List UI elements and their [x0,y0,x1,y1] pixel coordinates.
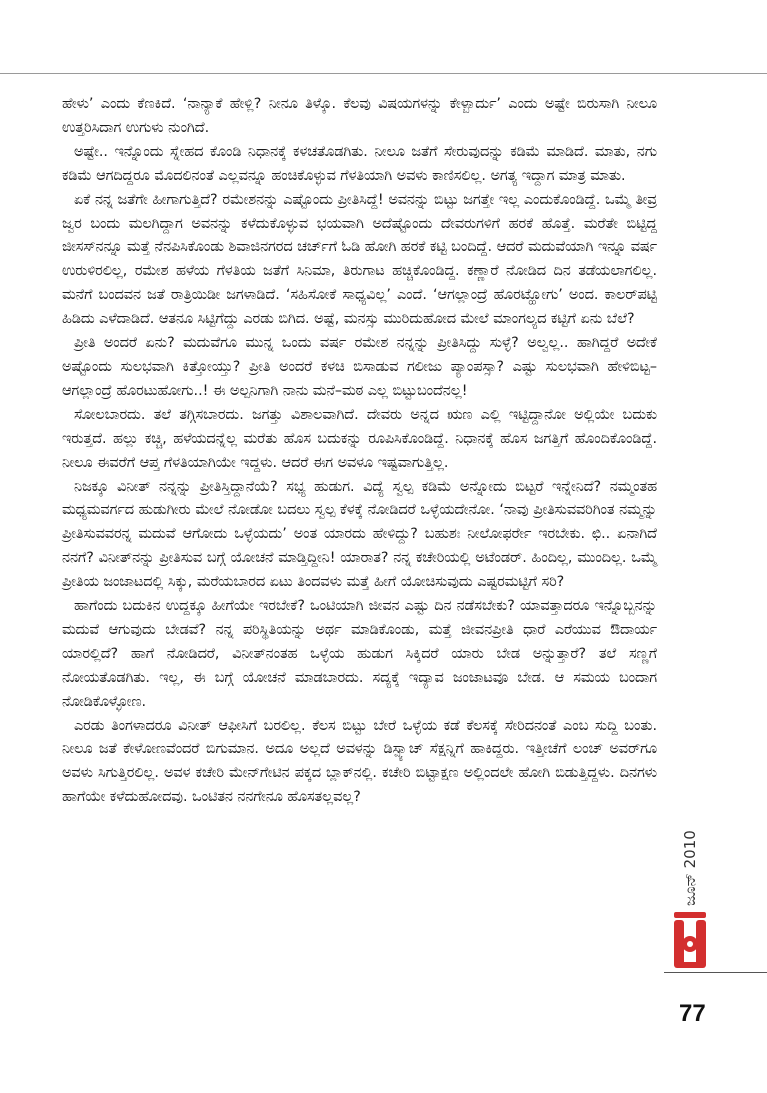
paragraph: ಹಾಗೆಂದು ಬದುಕಿನ ಉದ್ದಕ್ಕೂ ಹೀಗೆಯೇ ಇರಬೇಕೆ? ಒಂಟಿಯಾಗಿ ಜೀವನ ಎಷ್ಟು ದಿನ ನಡೆಸಬೇಕು? ಯಾವತ್ತಾದರೂ ಇನ್ನೊಬ್ಬನನ್ನು ಮದುವೆ ಆಗುವುದು ಬೇಡವೆ? ನನ್ನ ಪರಿಸ್ಥಿತಿಯನ್ನು ಅರ್ಥ ಮಾಡಿಕೊಂಡು, ಮತ್ತೆ ಜೀವನಪ್ರೀತಿ ಧಾರೆ ಎರೆಯುವ ಔದಾರ್ಯ ಯಾರಲ್ಲಿದೆ? ಹಾಗೆ ನೋಡಿದರೆ, ವಿನೀತ್‌ನಂತಹ ಒಳ್ಳೆಯ ಹುಡುಗ ಸಿಕ್ಕಿದರೆ ಯಾರು ಬೇಡ ಅನ್ನುತ್ತಾರೆ? ತಲೆ ಸಣ್ಣಗೆ ನೋಯತೊಡಗಿತು. ಇಲ್ಲ, ಈ ಬಗ್ಗೆ ಯೋಚನೆ ಮಾಡಬಾರದು. ಸದ್ಯಕ್ಕೆ ಇದ್ಯಾವ ಜಂಜಾಟವೂ ಬೇಡ. ಆ ಸಮಯ ಬಂದಾಗ ನೋಡಿಕೊಳ್ಳೋಣ. [62,598,657,710]
paragraph: ಸೋಲಬಾರದು. ತಲೆ ತಗ್ಗಿಸಬಾರದು. ಜಗತ್ತು ವಿಶಾಲವಾಗಿದೆ. ದೇವರು ಅನ್ನದ ಋಣ ಎಲ್ಲಿ ಇಟ್ಟಿದ್ದಾನೋ ಅಲ್ಲಿಯೇ ಬದುಕು ಇರುತ್ತದೆ. ಹಲ್ಲು ಕಚ್ಚಿ, ಹಳೆಯದನ್ನೆಲ್ಲ ಮರೆತು ಹೊಸ ಬದುಕನ್ನು ರೂಪಿಸಿಕೊಂಡಿದ್ದೆ. ನಿಧಾನಕ್ಕೆ ಹೊಸ ಜಗತ್ತಿಗೆ ಹೊಂದಿಕೊಂಡಿದ್ದೆ. ನೀಲೂ ಈವರೆಗೆ ಆಪ್ತ ಗೆಳತಿಯಾಗಿಯೇ ಇದ್ದಳು. ಆದರೆ ಈಗ ಅವಳೂ ಇಷ್ಟವಾಗುತ್ತಿಲ್ಲ. [62,406,657,471]
paragraph: ಎರಡು ತಿಂಗಳಾದರೂ ವಿನೀತ್ ಆಫೀಸಿಗೆ ಬರಲಿಲ್ಲ. ಕೆಲಸ ಬಿಟ್ಟು ಬೇರೆ ಒಳ್ಳೆಯ ಕಡೆ ಕೆಲಸಕ್ಕೆ ಸೇರಿದನಂತೆ ಎಂಬ ಸುದ್ದಿ ಬಂತು. ನೀಲೂ ಜತೆ ಕೇಳೋಣವೆಂದರೆ ಬಿಗುಮಾನ. ಅದೂ ಅಲ್ಲದೆ ಅವಳನ್ನು ಡಿಸ್ಪ್ಯಾಚ್ ಸೆಕ್ಷನ್ನಿಗೆ ಹಾಕಿದ್ದರು. ಇತ್ತೀಚೆಗೆ ಲಂಚ್ ಅವರ್‌ಗೂ ಅವಳು ಸಿಗುತ್ತಿರಲಿಲ್ಲ. ಅವಳ ಕಚೇರಿ ಮೇನ್‌ಗೇಟಿನ ಪಕ್ಕದ ಬ್ಲಾಕ್‌ನಲ್ಲಿ. ಕಚೇರಿ ಬಿಟ್ಟಾಕ್ಷಣ ಅಲ್ಲಿಂದಲೇ ಹೋಗಿ ಬಿಡುತ್ತಿದ್ದಳು. ದಿನಗಳು ಹಾಗೆಯೇ ಕಳೆದುಹೋದವು. ಒಂಟಿತನ ನನಗೇನೂ ಹೊಸತಲ್ಲವಲ್ಲ? [62,717,657,806]
magazine-logo [670,910,710,970]
article-body [62,93,657,810]
paragraph: ಏಕೆ ನನ್ನ ಜತೆಗೇ ಹೀಗಾಗುತ್ತಿದೆ? ರಮೇಶನನ್ನು ಎಷ್ಟೊಂದು ಪ್ರೀತಿಸಿದ್ದೆ! ಅವನನ್ನು ಬಿಟ್ಟು ಜಗತ್ತೇ ಇಲ್ಲ ಎಂದುಕೊಂಡಿದ್ದೆ. ಒಮ್ಮೆ ತೀವ್ರ ಜ್ವರ ಬಂದು ಮಲಗಿದ್ದಾಗ ಅವನನ್ನು ಕಳೆದುಕೊಳ್ಳುವ ಭಯವಾಗಿ ಅದೆಷ್ಟೊಂದು ದೇವರುಗಳಿಗೆ ಹರಕೆ ಹೊತ್ತೆ. ಮರೆತೇ ಬಿಟ್ಟಿದ್ದ ಜೀಸಸ್‌ನನ್ನೂ ಮತ್ತೆ ನೆನಪಿಸಿಕೊಂಡು ಶಿವಾಜಿನಗರದ ಚರ್ಚ್‌ಗೆ ಓಡಿ ಹೋಗಿ ಹರಕೆ ಕಟ್ಟಿ ಬಂದಿದ್ದೆ. ಆದರೆ ಮದುವೆಯಾಗಿ ಇನ್ನೂ ವರ್ಷ ಉರುಳಿರಲಿಲ್ಲ, ರಮೇಶ ಹಳೆಯ ಗೆಳತಿಯ ಜತೆಗೆ ಸಿನಿಮಾ, ತಿರುಗಾಟ ಹಚ್ಚಿಕೊಂಡಿದ್ದ. ಕಣ್ಣಾರೆ ನೋಡಿದ ದಿನ ತಡೆಯಲಾಗಲಿಲ್ಲ. ಮನೆಗೆ ಬಂದವನ ಜತೆ ರಾತ್ರಿಯಿಡೀ ಜಗಳಾಡಿದೆ. ‘ಸಹಿಸೋಕೆ ಸಾಧ್ಯವಿಲ್ಲ’ ಎಂದೆ. ‘ಆಗಲ್ಲಾಂದ್ರೆ ಹೊರಟ್ಹೋಗು’ ಅಂದ. ಕಾಲರ್‌ಪಟ್ಟಿ ಹಿಡಿದು ಎಳೆದಾಡಿದೆ. ಆತನೂ ಸಿಟ್ಟಿಗೆದ್ದು ಎರಡು ಬಿಗಿದ. ಅಷ್ಟೆ, ಮನಸ್ಸು ಮುರಿದುಹೋದ ಮೇಲೆ ಮಾಂಗಲ್ಯದ ಕಟ್ಟಿಗೆ ಏನು ಬೆಲೆ? [62,191,657,328]
top-rule [0,73,767,74]
sidebar-rule [664,972,767,973]
paragraph: ನಿಜಕ್ಕೂ ವಿನೀತ್ ನನ್ನನ್ನು ಪ್ರೀತಿಸ್ತಿದ್ದಾನೆಯೆ? ಸಭ್ಯ ಹುಡುಗ. ವಿದ್ಯೆ ಸ್ವಲ್ಪ ಕಡಿಮೆ ಅನ್ನೋದು ಬಿಟ್ಟರೆ ಇನ್ನೇನಿದೆ? ನಮ್ಮಂತಹ ಮಧ್ಯಮವರ್ಗದ ಹುಡುಗೀರು ಮೇಲೆ ನೋಡೋ ಬದಲು ಸ್ವಲ್ಪ ಕೆಳಕ್ಕೆ ನೋಡಿದರೆ ಒಳ್ಳೆಯದೇನೋ. ‘ನಾವು ಪ್ರೀತಿಸುವವರಿಗಿಂತ ನಮ್ಮನ್ನು ಪ್ರೀತಿಸುವವರನ್ನ ಮದುವೆ ಆಗೋದು ಒಳ್ಳೆಯದು’ ಅಂತ ಯಾರದು ಹೇಳಿದ್ದು? ಬಹುಶಃ ನೀಲೋಫರ್ರೇ ಇರಬೇಕು. ಛಿ.. ಏನಾಗಿದೆ ನನಗೆ? ವಿನೀತ್‌ನನ್ನು ಪ್ರೀತಿಸುವ ಬಗ್ಗೆ ಯೋಚನೆ ಮಾಡ್ತಿದ್ದೀನಿ! ಯಾರಾತ? ನನ್ನ ಕಚೇರಿಯಲ್ಲಿ ಅಟೆಂಡರ್. ಹಿಂದಿಲ್ಲ, ಮುಂದಿಲ್ಲ. ಒಮ್ಮೆ ಪ್ರೀತಿಯ ಜಂಜಾಟದಲ್ಲಿ ಸಿಕ್ಕು, ಮರೆಯಬಾರದ ಏಟು ತಿಂದವಳು ಮತ್ತೆ ಹೀಗೆ ಯೋಚಿಸುವುದು ಎಷ್ಟರಮಟ್ಟಿಗೆ ಸರಿ? [62,478,657,591]
paragraph: ಅಷ್ಟೇ.. ಇನ್ನೊಂದು ಸ್ನೇಹದ ಕೊಂಡಿ ನಿಧಾನಕ್ಕೆ ಕಳಚತೊಡಗಿತು. ನೀಲೂ ಜತೆಗೆ ಸೇರುವುದನ್ನು ಕಡಿಮೆ ಮಾಡಿದೆ. ಮಾತು, ನಗು ಕಡಿಮೆ ಆಗದಿದ್ದರೂ ಮೊದಲಿನಂತೆ ಎಲ್ಲವನ್ನೂ ಹಂಚಿಕೊಳ್ಳುವ ಗೆಳತಿಯಾಗಿ ಅವಳು ಕಾಣಿಸಲಿಲ್ಲ. ಅಗತ್ಯ ಇದ್ದಾಗ ಮಾತ್ರ ಮಾತು. [62,143,657,184]
paragraph: ಪ್ರೀತಿ ಅಂದರೆ ಏನು? ಮದುವೆಗೂ ಮುನ್ನ ಒಂದು ವರ್ಷ ರಮೇಶ ನನ್ನನ್ನು ಪ್ರೀತಿಸಿದ್ದು ಸುಳ್ಳೆ? ಅಲ್ವಲ್ಲ.. ಹಾಗಿದ್ದರೆ ಅದೇಕೆ ಅಷ್ಟೊಂದು ಸುಲಭವಾಗಿ ಕಿತ್ತೋಯ್ತು? ಪ್ರೀತಿ ಅಂದರೆ ಕಳಚಿ ಬಿಸಾಡುವ ಗಲೀಜು ಪ್ಯಾಂಪಸ್ಸಾ? ಎಷ್ಟು ಸುಲಭವಾಗಿ ಹೇಳಿಬಿಟ್ಟ– ಆಗಲ್ಲಾಂದ್ರೆ ಹೊರಟುಹೋಗು..! ಈ ಅಲ್ಪನಿಗಾಗಿ ನಾನು ಮನೆ–ಮಠ ಎಲ್ಲ ಬಿಟ್ಟುಬಂದೆನಲ್ಲ! [62,335,657,399]
page-number: 77 [679,1000,706,1027]
paragraph: ಹೇಳು’ ಎಂದು ಕೆಣಕಿದೆ. ‘ನಾನ್ಯಾಕೆ ಹೇಳ್ಲಿ? ನೀನೂ ತಿಳ್ಕೊ. ಕೆಲವು ವಿಷಯಗಳನ್ನು ಕೇಳ್ಬಾರ್ದು’ ಎಂದು ಅಷ್ಟೇ ಬಿರುಸಾಗಿ ನೀಲೂ ಉತ್ತರಿಸಿದಾಗ ಉಗುಳು ನುಂಗಿದೆ. [62,96,657,136]
issue-date-text: ಜೂನ್ 2010 [681,830,699,906]
